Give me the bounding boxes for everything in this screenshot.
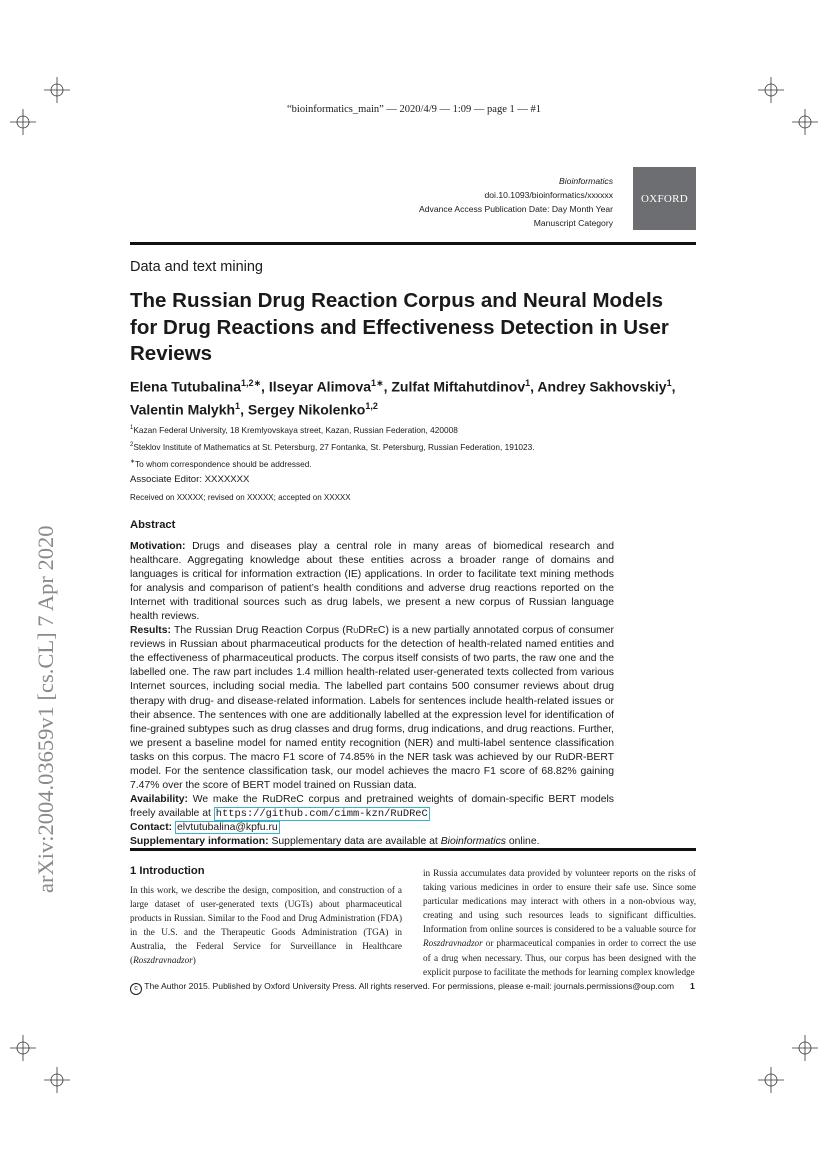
- affiliations: [130, 421, 700, 455]
- crop-mark-icon: [44, 77, 70, 103]
- arxiv-stamp: arXiv:2004.03659v1 [cs.CL] 7 Apr 2020: [33, 525, 58, 893]
- intro-heading: 1 Introduction: [130, 865, 205, 877]
- top-rule: [130, 242, 696, 245]
- paper-title: The Russian Drug Reaction Corpus and Neural Models for Drug Reactions and Effectiveness Detection in User Reviews: [130, 289, 669, 365]
- repo-link[interactable]: https://github.com/cimm-kzn/RuDReC: [215, 807, 428, 820]
- author-affiliation-mark: 1,2: [365, 400, 378, 411]
- author-affiliation-mark: 1: [235, 400, 241, 411]
- results-text-pre: The Russian Drug Reaction Corpus (: [173, 625, 346, 637]
- intro-right-text: in Russia accumulates data provided by volunteer reports on the risks of taking various medicines in order to ensure their safe use. Since some particular medications may interact with others in a non-obvious way, creating and using such resources leads to significant difficulties. Information from online sources is considered to be a valuable source for: [423, 868, 696, 935]
- supplementary-text-end: online.: [508, 835, 540, 847]
- supplementary-label: Supplementary information:: [130, 835, 269, 847]
- author-list: [130, 374, 690, 419]
- author-separator: ,: [261, 378, 269, 395]
- author-affiliation-mark: 1,2∗: [240, 378, 262, 388]
- doi: doi.10.1093/bioinformatics/xxxxxx: [484, 190, 613, 200]
- copyright-icon: c: [130, 983, 142, 995]
- crop-mark-icon: [10, 1035, 36, 1061]
- contact-label: Contact:: [130, 821, 173, 833]
- affiliation-text: Kazan Federal University, 18 Kremlyovskaya street, Kazan, Russian Federation, 420008: [133, 424, 458, 435]
- affiliation-number: 2: [130, 441, 134, 448]
- intro-right-italic: Roszdravnadzor: [423, 938, 483, 949]
- affiliation-text: Steklov Institute of Mathematics at St. Petersburg, 27 Fontanka, St. Petersburg, Russian Federation, 191023.: [133, 441, 535, 452]
- intro-paragraph-left: [130, 883, 402, 968]
- crop-mark-icon: [792, 1035, 818, 1061]
- abstract-availability: [130, 793, 614, 821]
- author-name: Andrey Sakhovskiy: [537, 378, 667, 395]
- author-separator: ,: [240, 401, 248, 418]
- author-affiliation-mark: 1: [666, 378, 672, 388]
- abstract-heading: Abstract: [130, 519, 176, 531]
- affiliation: [130, 438, 700, 455]
- author-name: Ilseyar Alimova: [268, 378, 372, 395]
- author-name: Zulfat Miftahutdinov: [391, 378, 526, 395]
- author-affiliation-mark: 1: [525, 378, 531, 388]
- results-label: Results:: [130, 625, 171, 637]
- affiliation-number: 1: [130, 425, 134, 431]
- section-label: Data and text mining: [130, 259, 263, 275]
- correspondence-mark: ∗: [130, 459, 136, 465]
- abstract-contact: [130, 821, 614, 835]
- oxford-logo-text: OXFORD: [640, 192, 689, 205]
- manuscript-category: Manuscript Category: [533, 218, 613, 228]
- author-affiliation-mark: 1∗: [371, 378, 384, 388]
- crop-mark-icon: [44, 1067, 70, 1093]
- author-name: Sergey Nikolenko: [247, 401, 366, 418]
- author-name: Elena Tutubalina: [130, 378, 241, 395]
- abstract-results: [130, 624, 614, 793]
- author-separator: ,: [530, 378, 538, 395]
- journal-info: [419, 174, 613, 230]
- oxford-logo: [633, 167, 696, 230]
- section-rule: [130, 848, 696, 851]
- access-date: Advance Access Publication Date: Day Month Year: [419, 204, 613, 214]
- intro-right-text-end: or pharmaceutical companies in order to correct the use of a drug when necessary. Thus, our corpus has been designed with the explicit purpose to facilitate the methods for learning complex knowledge: [423, 938, 696, 977]
- correspondence-text: To whom correspondence should be addressed.: [135, 458, 312, 469]
- intro-left-italic: Roszdravnadzor: [133, 955, 193, 966]
- contact-email-link[interactable]: elvtutubalina@kpfu.ru: [177, 821, 278, 833]
- supplementary-text: Supplementary data are available at: [271, 835, 438, 847]
- author-separator: ,: [383, 378, 392, 395]
- running-header: “bioinformatics_main” — 2020/4/9 — 1:09 — page 1 — #1: [287, 104, 541, 115]
- author-separator: ,: [671, 378, 676, 395]
- results-text: ) is a new partially annotated corpus of consumer reviews in Russian about pharmaceutical products for the detection of health-related named entities and the effectiveness of pharmaceutical products. The corpus itself consists of two parts, the raw one and the labelled one. The raw part includes 1.4 million health-related user-generated texts collected from various Internet sources, including social media. The labelled part contains 500 consumer reviews about drug therapy with drug- and disease-related information. Labels for sentences include health-related issues or their absence. The sentences with one are additionally labelled at the expression level for identification of fine-grained subtypes such as drug classes and drug forms, drug indications, and drug reactions. Further, we present a baseline model for named entity recognition (NER) and multi-label sentence classification tasks on this corpus. The macro F1 score of 74.85% in the NER task was achieved by our RuDR-BERT model. For the sentence classification task, our model achieves the macro F1 score of 68.82% gaining 7.47% over the score of BERT model trained on Russian data.: [130, 625, 615, 791]
- intro-paragraph-right: [423, 866, 696, 979]
- associate-editor: Associate Editor: XXXXXXX: [130, 474, 250, 485]
- affiliation: [130, 421, 700, 438]
- page-number: 1: [690, 981, 695, 991]
- supplementary-journal: Bioinformatics: [440, 835, 506, 847]
- journal-name: Bioinformatics: [559, 176, 613, 186]
- correspondence-note: [130, 458, 312, 469]
- motivation-text: Drugs and diseases play a central role in many areas of biomedical research and healthcare. Aggregating knowledge about these entities across a broader range of domains and languages is critical for information extraction (IE) applications. In order to facilitate text mining methods for analysis and comparison of patient’s health conditions and adverse drug reactions reported on the Internet with traditional sources such as drug labels, we present a new corpus of Russian language health reviews.: [130, 541, 614, 623]
- footer-copyright: [130, 981, 674, 995]
- copyright-text: The Author 2015. Published by Oxford University Press. All rights reserved. For permissions, please e-mail: journals.permissions@oup.com: [144, 981, 675, 991]
- intro-column-right: [423, 866, 696, 979]
- received-dates: Received on XXXXX; revised on XXXXX; accepted on XXXXX: [130, 493, 351, 502]
- crop-mark-icon: [758, 1067, 784, 1093]
- author-name: Valentin Malykh: [130, 401, 236, 418]
- motivation-label: Motivation:: [130, 541, 186, 552]
- abstract-body: [130, 540, 614, 849]
- corpus-name: RuDReC: [345, 625, 386, 637]
- intro-column-left: [130, 883, 402, 968]
- crop-mark-icon: [758, 77, 784, 103]
- availability-text: We make the RuDReC corpus and pretrained weights of domain-specific BERT models freely available at: [130, 793, 615, 819]
- abstract-motivation: [130, 540, 614, 624]
- intro-left-text-end: ): [192, 955, 196, 966]
- availability-label: Availability:: [130, 793, 188, 805]
- abstract-supplementary: [130, 835, 614, 849]
- intro-left-text: In this work, we describe the design, composition, and construction of a large dataset of user-generated texts (UGTs) about pharmaceutical products in Russian. Similar to the Food and Drug Administration (FDA) in the U.S. and the Therapeutic Goods Administration (TGA) in Australia, the Federal Service for Surveillance in Healthcare (: [130, 885, 402, 966]
